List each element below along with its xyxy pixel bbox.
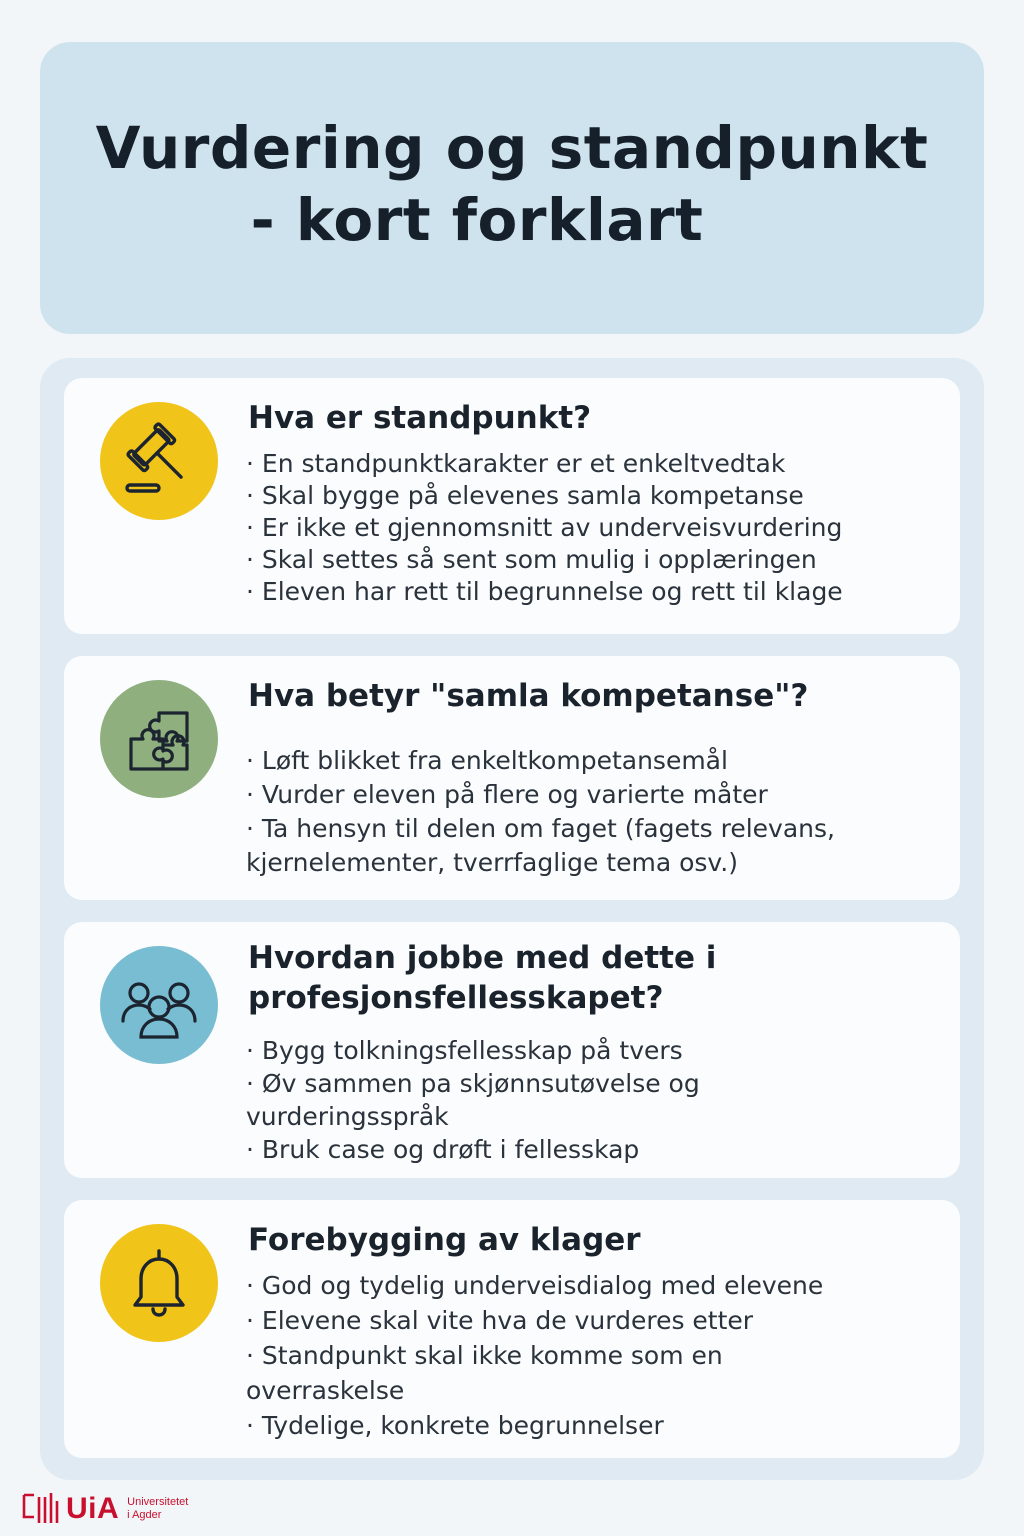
section-heading: Hvordan jobbe med dette i profesjonsfellesskapet? <box>248 940 717 1016</box>
gavel-icon <box>113 415 205 507</box>
list-item: · Løft blikket fra enkeltkompetansemål <box>246 746 728 775</box>
list-item: · Eleven har rett til begrunnelse og rett til klage <box>246 577 843 606</box>
list-item: · God og tydelig underveisdialog med elevene <box>246 1271 824 1300</box>
title-line-1: Vurdering og standpunkt <box>95 114 929 182</box>
list-item: · Er ikke et gjennomsnitt av underveisvurdering <box>246 513 843 542</box>
uia-logo-icon <box>20 1487 60 1531</box>
people-icon-badge <box>100 946 218 1064</box>
bell-icon-badge <box>100 1224 218 1342</box>
people-icon <box>113 959 205 1051</box>
university-line-2: i Agder <box>127 1509 162 1521</box>
page-title <box>40 112 984 256</box>
list-item: · Vurder eleven på flere og varierte måter <box>246 780 768 809</box>
bullet-list <box>246 1268 930 1443</box>
list-item: · Skal bygge på elevenes samla kompetanse <box>246 481 804 510</box>
bullet-list <box>246 1034 930 1166</box>
university-line-1: Universitetet <box>127 1496 189 1508</box>
list-item: · Øv sammen pa skjønnsutøvelse og vurderingsspråk <box>246 1069 700 1131</box>
list-item: · Ta hensyn til delen om faget (fagets relevans, kjernelementer, tverrfaglige tema osv.) <box>246 814 835 877</box>
puzzle-icon-badge <box>100 680 218 798</box>
list-item: · Bygg tolkningsfellesskap på tvers <box>246 1036 683 1065</box>
section-heading: Forebygging av klager <box>248 1222 641 1258</box>
section-heading: Hva er standpunkt? <box>248 400 592 436</box>
card-profesjonsfellesskap <box>64 922 960 1178</box>
card-standpunkt <box>64 378 960 634</box>
list-item: · Elevene skal vite hva de vurderes etter <box>246 1306 754 1335</box>
university-name <box>127 1496 188 1522</box>
bullet-list <box>246 448 930 608</box>
bell-icon <box>113 1237 205 1329</box>
logo-text: UiA <box>66 1492 120 1525</box>
bullet-list <box>246 744 930 880</box>
title-line-2: - kort forklart <box>250 186 704 254</box>
card-forebygging <box>64 1200 960 1458</box>
puzzle-icon <box>113 693 205 785</box>
uia-logo <box>20 1487 188 1531</box>
list-item: · Bruk case og drøft i fellesskap <box>246 1135 640 1164</box>
card-samla-kompetanse <box>64 656 960 900</box>
list-item: · Standpunkt skal ikke komme som en overraskelse <box>246 1341 723 1405</box>
list-item: · Tydelige, konkrete begrunnelser <box>246 1411 664 1440</box>
list-item: · En standpunktkarakter er et enkeltvedtak <box>246 449 786 478</box>
gavel-icon-badge <box>100 402 218 520</box>
list-item: · Skal settes så sent som mulig i opplæringen <box>246 545 817 574</box>
title-banner <box>40 42 984 334</box>
section-heading: Hva betyr "samla kompetanse"? <box>248 678 809 714</box>
